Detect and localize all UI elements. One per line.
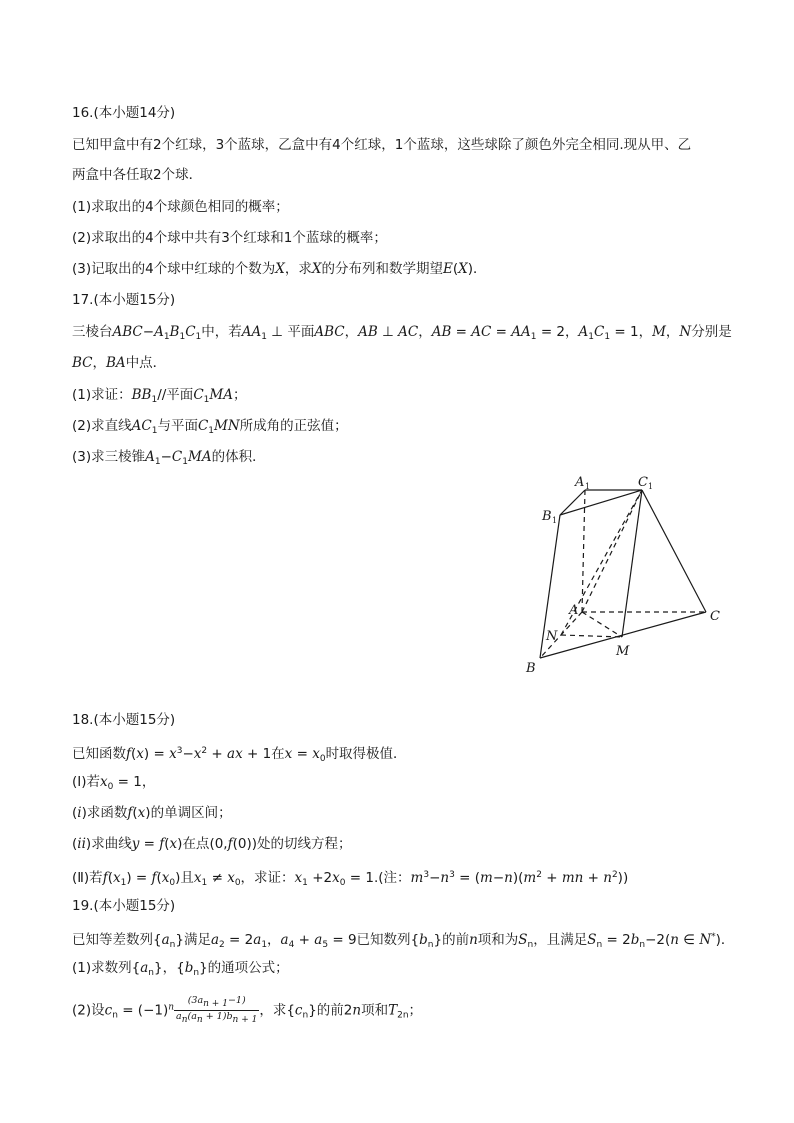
q16-part1: (1)求取出的4个球颜色相同的概率；: [72, 199, 289, 215]
frustum-figure: [520, 470, 730, 680]
q18-part-II: (Ⅱ)若$f(x_1) = f(x_0)$且$x_1 \ne x_0$，求证：$x_1 +2x_0 = 1$.(注：$m^3-n^3 = (m-n)(m^2$ + mn + $n^2$)): [72, 870, 629, 888]
q17-stem-line1: 三棱台$ABC-A_1B_1C_1$中，若$AA_1$ ⊥ 平面ABC，AB ⊥ AC，AB = AC = $AA_1 = 2$，$A_1C_1 = 1$，M，N分别是: [72, 324, 732, 342]
q18-part-i: (i)求函数f(x)的单调区间；: [72, 805, 232, 821]
edge-c1c: [642, 490, 706, 612]
label-a: A: [569, 603, 579, 618]
edge-am: [582, 612, 622, 637]
q16-part2: (2)求取出的4个球中共有3个红球和1个蓝球的概率；: [72, 230, 387, 246]
q19-header: 19.(本小题15分): [72, 898, 176, 914]
label-a1-sub: 1: [585, 482, 591, 491]
q18-header: 18.(本小题15分): [72, 712, 176, 728]
q17-stem-line2: BC，BA中点．: [72, 355, 167, 371]
edge-ac1: [582, 490, 642, 612]
q17-part2: (2)求直线$AC_1$与平面$C_1MN$所成角的正弦值；: [72, 418, 348, 436]
label-b1: B: [542, 509, 552, 524]
q17-part1: (1)求证：$BB_1//$平面$C_1MA$；: [72, 387, 247, 405]
q17-part3: (3)求三棱锥$A_1-C_1MA$的体积．: [72, 449, 266, 467]
q18-part-ii: (ii)求曲线y = f(x)在点(0,f(0))处的切线方程；: [72, 836, 352, 852]
q19-part2: (2)设$c_n = (-1)^n$ $\frac{(3a_{n + 1}-1)}{a_n(a_n + 1)b_{n + 1}}$ ，求$\{c_n\}$的前2n项和$T_{2n}$；: [72, 995, 423, 1025]
label-c1-sub: 1: [648, 482, 654, 491]
q19-part1: (1)求数列$\{a_n\}$，$\{b_n\}$的通项公式；: [72, 960, 289, 978]
label-m: M: [616, 644, 630, 659]
q16-part3: (3)记取出的4个球中红球的个数为X，求X的分布列和数学期望E(X)．: [72, 261, 487, 277]
label-a1: A: [575, 475, 585, 490]
label-c: C: [710, 609, 720, 624]
label-c1: C: [638, 475, 648, 490]
q16-stem-line2: 两盒中各任取2个球．: [72, 167, 203, 183]
label-n: N: [546, 629, 558, 644]
q18-stem: 已知函数$f(x) = x^3-x^2$ + ax + 1在$x = x_0$时取得极值．: [72, 746, 407, 764]
q19-fraction: $\frac{(3a_{n + 1}-1)}{a_n(a_n + 1)b_{n + 1}}$: [176, 995, 258, 1025]
label-b: B: [526, 661, 536, 676]
edge-c1m: [622, 490, 642, 637]
q18-part-I: (Ⅰ)若$x_0 = 1$，: [72, 774, 156, 792]
edge-nm: [561, 635, 622, 637]
q16-header: 16.(本小题14分): [72, 105, 176, 121]
label-b1-sub: 1: [552, 516, 558, 525]
q19-stem: 已知等差数列$\{a_n\}$满足$a_2 = 2a_1$，$a_4 + a_5 = 9$已知数列$\{b_n\}$的前n项和为$S_n$，且满足$S_n = 2b_n-2(n$ ∈ N*)．: [72, 932, 735, 950]
q16-stem-line1: 已知甲盒中有2个红球，3个蓝球，乙盒中有4个红球，1个蓝球，这些球除了颜色外完全相同.现从甲、乙: [72, 137, 692, 153]
q17-header: 17.(本小题15分): [72, 292, 176, 308]
